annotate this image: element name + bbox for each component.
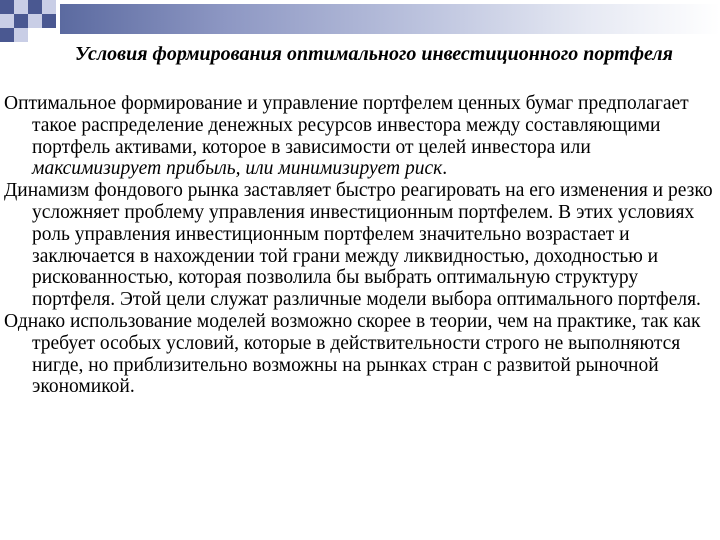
checker-square	[0, 0, 14, 14]
checker-square	[0, 14, 14, 28]
checker-square	[14, 0, 28, 14]
header-gradient-bar	[60, 4, 720, 34]
paragraph-1	[4, 93, 716, 180]
checker-square	[14, 14, 28, 28]
checker-square	[14, 28, 28, 42]
slide-body	[4, 93, 716, 398]
checker-square	[0, 28, 14, 42]
paragraph-3: Однако использование моделей возможно скорее в теории, чем на практике, так как требует особых условий, которые в действительности строго не выполняются нигде, но приблизительно возможны на рынках стран с развитой рыночной экономикой.	[4, 310, 701, 398]
paragraph-2: Динамизм фондового рынка заставляет быстро реагировать на его изменения и резко усложняет проблему управления инвестиционным портфелем. В этих условиях роль управления инвестиционным портфелем значительно возрастает и заключается в нахождении той грани между ликвидностью, доходностью и рискованностью, которая позволила бы выбрать оптимальную структуру портфеля. Этой цели служат различные модели выбора оптимального портфеля.	[4, 180, 713, 311]
checker-square	[28, 0, 42, 14]
slide-title: Условия формирования оптимального инвестиционного портфеля	[75, 43, 673, 65]
paragraph-1-emphasis: максимизирует прибыль, или минимизирует риск	[32, 158, 443, 180]
checker-square	[42, 14, 56, 28]
paragraph-1-text: Оптимальное формирование и управление портфелем ценных бумаг предполагает такое распределение денежных ресурсов инвестора между составляющими портфель активами, которое в зависимости от целей инвестора или	[4, 93, 689, 158]
paragraph-1-end: .	[442, 158, 448, 180]
checker-square	[28, 14, 42, 28]
checker-pattern	[0, 0, 66, 44]
checker-square	[42, 0, 56, 14]
